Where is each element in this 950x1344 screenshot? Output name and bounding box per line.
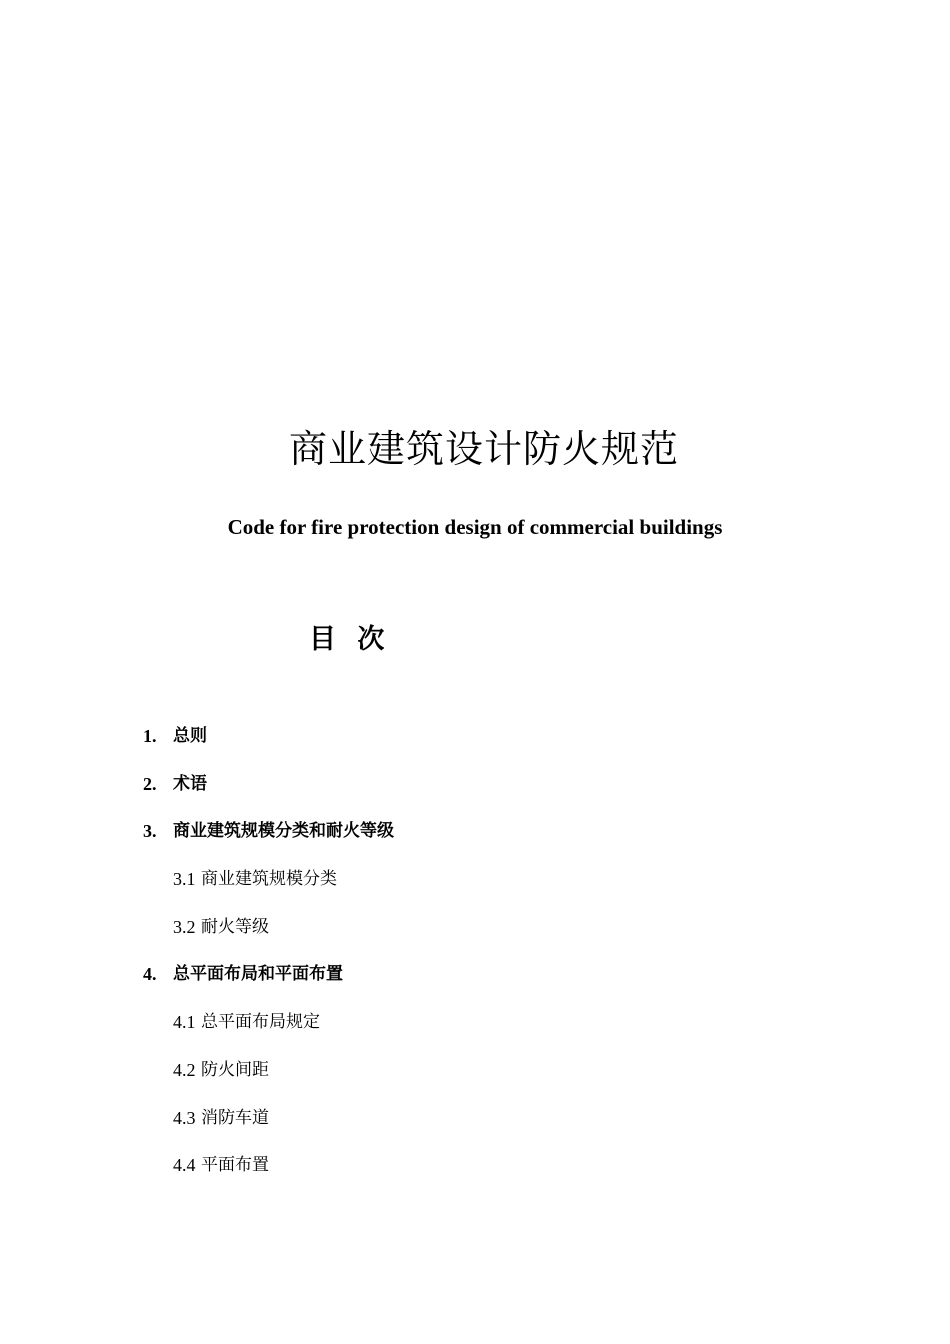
toc-item-number: 3.2 (173, 916, 196, 937)
toc-item-label: 耐火等级 (201, 916, 269, 937)
toc-item-number: 3. (143, 821, 157, 842)
toc-item-4-2 (0, 1054, 950, 1102)
document-title: 商业建筑设计防火规范 (288, 427, 679, 471)
toc-item-number: 4.3 (173, 1107, 196, 1128)
toc-item-number: 2. (143, 773, 157, 794)
toc-item-number: 4.4 (173, 1155, 196, 1176)
toc-item-number: 1. (143, 726, 157, 746)
toc-item-label: 总平面布局规定 (201, 1012, 320, 1033)
toc-item-3 (0, 815, 950, 863)
toc-heading: 目 次 (309, 624, 385, 655)
toc-item-4-3 (0, 1102, 950, 1150)
toc-item-number: 3.1 (173, 869, 196, 890)
toc-item-2 (0, 768, 950, 816)
toc-item-3-2 (0, 911, 950, 959)
toc-item-label: 商业建筑规模分类和耐火等级 (173, 821, 394, 842)
toc-item-number: 4. (143, 964, 157, 985)
toc-item-1 (0, 720, 950, 768)
toc-item-4-4 (0, 1149, 950, 1197)
toc-item-number: 4.2 (173, 1059, 196, 1080)
toc-item-label: 防火间距 (201, 1059, 269, 1080)
toc-item-label: 术语 (173, 773, 207, 794)
table-of-contents (0, 720, 950, 1197)
toc-item-4-1 (0, 1006, 950, 1054)
toc-item-label: 消防车道 (201, 1107, 269, 1128)
toc-item-label: 平面布置 (201, 1155, 269, 1176)
toc-item-label: 总平面布局和平面布置 (173, 964, 343, 985)
toc-item-3-1 (0, 863, 950, 911)
toc-item-number: 4.1 (173, 1012, 196, 1033)
toc-item-label: 商业建筑规模分类 (201, 869, 337, 890)
document-subtitle: Code for fire protection design of commercial buildings (227, 515, 723, 539)
toc-item-label: 总则 (173, 726, 207, 746)
toc-item-4 (0, 958, 950, 1006)
